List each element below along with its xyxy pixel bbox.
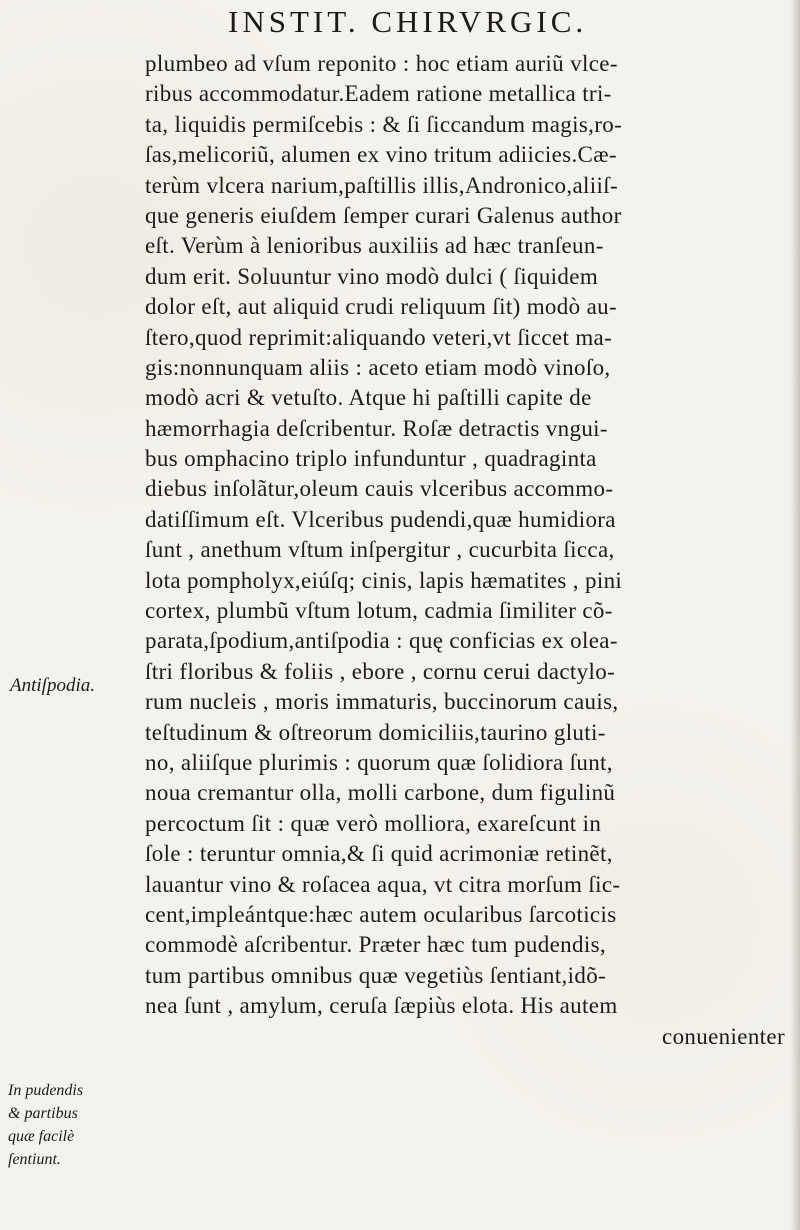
text-line: modò acri & vetuſto. Atque hi paſtilli capite de: [145, 385, 592, 411]
text-line: datiſſimum eſt. Vlceribus pudendi,quæ humidiora: [145, 506, 616, 532]
marginal-note-line: quæ facilè: [8, 1128, 75, 1145]
text-line: ſas,melicoriũ, alumen ex vino tritum adiicies.Cæ-: [145, 142, 617, 168]
text-line: parata,ſpodium,antiſpodia : quę conficias ex olea-: [145, 628, 618, 654]
marginal-note-pudendis: [8, 1079, 83, 1171]
marginal-note-antispodia: Antiſpodia.: [10, 675, 95, 696]
catchword-line: conuenienter: [662, 1023, 785, 1049]
text-line: ta, liquidis permiſcebis : & ſi ſiccandum magis,ro-: [145, 111, 623, 137]
running-head: INSTIT. CHIRVRGIC.: [228, 4, 588, 39]
text-line: plumbeo ad vſum reponito : hoc etiam auriũ vlce-: [145, 51, 618, 76]
marginal-note-line: ſentiunt.: [8, 1151, 61, 1168]
text-line: ſole : teruntur omnia,& ſi quid acrimoniæ retinẽt,: [145, 841, 613, 867]
text-line: dum erit. Soluuntur vino modò dulci ( ſiquidem: [145, 263, 599, 289]
marginal-note-line: In pudendis: [8, 1082, 84, 1099]
text-line: eſt. Verùm à lenioribus auxiliis ad hæc tranſeun-: [145, 233, 604, 259]
text-line: cent,impleántque:hæc autem ocularibus ſarcoticis: [145, 901, 617, 927]
text-line: percoctum ſit : quæ verò molliora, exareſcunt in: [145, 810, 602, 836]
text-line: que generis eiuſdem ſemper curari Galenus author: [145, 202, 622, 228]
text-line: commodè aſcribentur. Præter hæc tum pudendis,: [145, 932, 606, 958]
text-line: terùm vlcera narium,paſtillis illis,Andronico,aliiſ-: [145, 172, 618, 198]
text-line: nea ſunt , amylum, ceruſa ſæpiùs elota. His autem: [145, 993, 618, 1019]
text-line: lauantur vino & roſacea aqua, vt citra morſum ſic-: [145, 871, 621, 897]
text-line: no, aliiſque plurimis : quorum quæ ſolidiora ſunt,: [145, 749, 613, 775]
text-line: cortex, plumbũ vſtum lotum, cadmia ſimiliter cõ-: [145, 598, 613, 624]
text-line: rum nucleis , moris immaturis, buccinorum cauis,: [145, 689, 619, 715]
text-line: hæmorrhagia deſcribentur. Roſæ detractis vngui-: [145, 415, 608, 441]
text-line: ſtri floribus & foliis , ebore , cornu cerui dactylo-: [145, 658, 616, 684]
text-line: lota pompholyx,eiúſq; cinis, lapis hæmatites , pini: [145, 567, 623, 593]
marginal-note-line: & partibus: [8, 1105, 78, 1122]
text-line: ſunt , anethum vſtum inſpergitur , cucurbita ſicca,: [145, 537, 615, 563]
text-line: dolor eſt, aut aliquid crudi reliquum ſit) modò au-: [145, 294, 617, 320]
text-line: tum partibus omnibus quæ vegetiùs ſentiant,idõ-: [145, 962, 607, 988]
text-line: noua cremantur olla, molli carbone, dum figulinũ: [145, 780, 616, 806]
text-line: ribus accommodatur.Eadem ratione metallica tri-: [145, 81, 612, 107]
page-edge-shadow: [790, 0, 800, 1230]
text-line: ſtero,quod reprimit:aliquando veteri,vt ſiccet ma-: [145, 324, 613, 350]
body-text: [145, 49, 785, 1052]
text-line: gis:nonnunquam aliis : aceto etiam modò vinoſo,: [145, 354, 611, 380]
text-line: teſtudinum & oſtreorum domiciliis,taurino gluti-: [145, 719, 606, 745]
text-line: bus omphacino triplo infunduntur , quadraginta: [145, 446, 597, 472]
text-line: diebus inſolãtur,oleum cauis vlceribus accommo-: [145, 476, 614, 502]
